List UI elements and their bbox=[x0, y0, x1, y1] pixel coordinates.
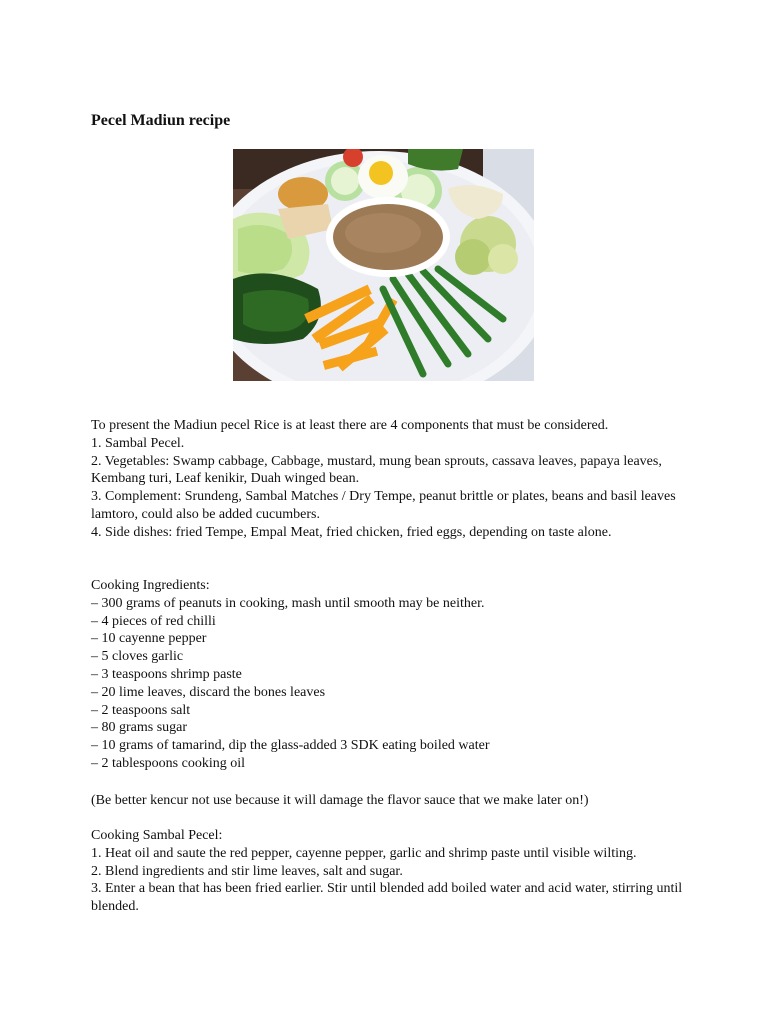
pecel-plate-illustration bbox=[233, 149, 534, 381]
component-item: 4. Side dishes: fried Tempe, Empal Meat, fried chicken, fried eggs, depending on taste alone. bbox=[91, 524, 612, 540]
method-heading: Cooking Sambal Pecel: bbox=[91, 828, 223, 843]
ingredient-item: – 4 pieces of red chilli bbox=[91, 613, 216, 629]
ingredient-item: – 5 cloves garlic bbox=[91, 649, 184, 665]
method-step: 2. Blend ingredients and stir lime leaves, salt and sugar. bbox=[91, 863, 403, 879]
note-text: (Be better kencur not use because it will damage the flavor sauce that we make later on!) bbox=[91, 793, 589, 808]
ingredient-item: – 10 grams of tamarind, dip the glass-added 3 SDK eating boiled water bbox=[91, 738, 490, 754]
method-step: 3. Enter a bean that has been fried earlier. Stir until blended add boiled water and acid water, stirring until blended. bbox=[91, 881, 683, 915]
ingredients-heading: Cooking Ingredients: bbox=[91, 578, 210, 593]
ingredient-item: – 20 lime leaves, discard the bones leaves bbox=[91, 684, 326, 700]
ingredient-item: – 10 cayenne pepper bbox=[91, 631, 207, 647]
note-section bbox=[91, 792, 691, 810]
ingredients-section bbox=[91, 577, 691, 773]
ingredient-item: – 80 grams sugar bbox=[91, 720, 188, 736]
ingredient-item: – 300 grams of peanuts in cooking, mash until smooth may be neither. bbox=[91, 595, 485, 611]
method-section bbox=[91, 827, 691, 916]
intro-section bbox=[91, 417, 691, 542]
ingredient-item: – 2 tablespoons cooking oil bbox=[91, 755, 245, 771]
component-item: 3. Complement: Srundeng, Sambal Matches / Dry Tempe, peanut brittle or plates, beans and basil leaves lamtoro, could also be added cucumbers. bbox=[91, 489, 676, 522]
component-item: 2. Vegetables: Swamp cabbage, Cabbage, mustard, mung bean sprouts, cassava leaves, papaya leaves, Kembang turi, Leaf kenikir, Duah winged bean. bbox=[91, 453, 662, 487]
page-title: Pecel Madiun recipe bbox=[91, 112, 231, 129]
method-step: 1. Heat oil and saute the red pepper, cayenne pepper, garlic and shrimp paste until visible wilting. bbox=[91, 845, 637, 861]
pecel-photo bbox=[233, 149, 534, 381]
ingredient-item: – 2 teaspoons salt bbox=[91, 702, 191, 718]
intro-paragraph: To present the Madiun pecel Rice is at least there are 4 components that must be considered. bbox=[91, 418, 609, 433]
ingredient-item: – 3 teaspoons shrimp paste bbox=[91, 666, 242, 682]
component-item: 1. Sambal Pecel. bbox=[91, 435, 185, 451]
